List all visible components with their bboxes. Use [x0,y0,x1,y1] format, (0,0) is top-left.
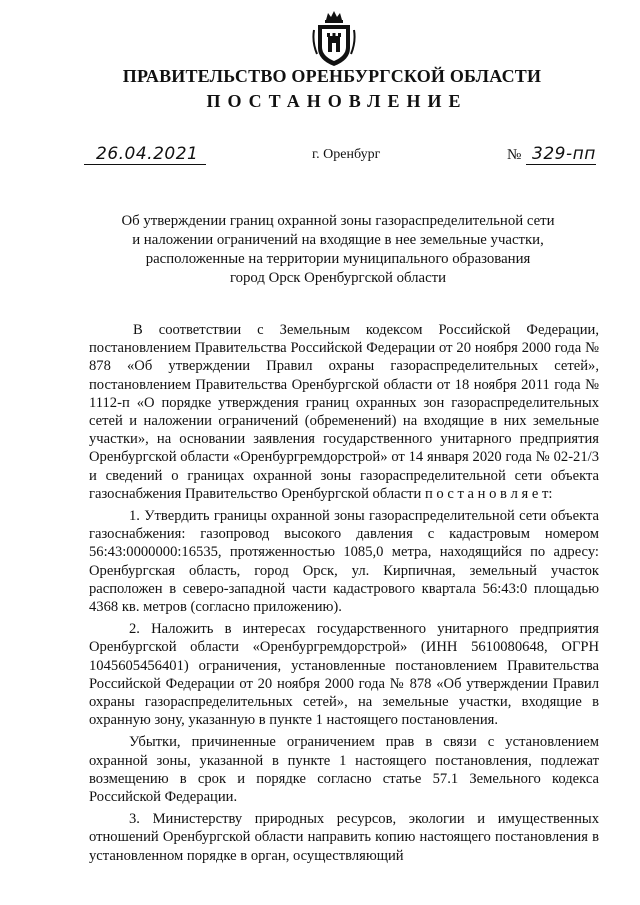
subject-line: расположенные на территории муниципального образования [145,251,531,267]
decree-subject [60,212,616,288]
document-type: ПОСТАНОВЛЕНИЕ [206,91,468,111]
body-paragraph-item-3: 3. Министерству природных ресурсов, экологии и имущественных отношений Оренбургской области направить копию настоящего постановления в установленном порядке в орган, осуществляющий [89,811,599,864]
body-paragraph-item-2: 2. Наложить в интересах государственного унитарного предприятия Оренбургской области «Оренбургремдорстрой» (ИНН 5610080648, ОГРН 1045605456401) ограничения, установленные постановлением Правительства Российской Федерации от 20 ноября 2000 года № 878 «Об утверждении Правил охраны газораспределительных сетей», на земельные участки, входящие в охранную зону, указанную в пункте 1 настоящего постановления. [89,621,599,729]
government-name: ПРАВИТЕЛЬСТВО ОРЕНБУРГСКОЙ ОБЛАСТИ [122,66,542,86]
decree-date: 26.04.2021 [84,144,206,165]
subject-line: и наложении ограничений на входящие в нее земельные участки, [132,232,544,248]
decree-number: 329-пп [526,144,596,165]
decree-body [89,321,599,869]
coat-of-arms-emblem [312,10,356,68]
body-paragraph-losses: Убытки, причиненные ограничением прав в связи с установлением охранной зоны, указанной в пункте 1 настоящего постановления, подлежат возмещению в срок и порядке согласно статье 57.1 Земельного кодекса Российской Федерации. [89,734,599,806]
body-paragraph-item-1: 1. Утвердить границы охранной зоны газораспределительной сети объекта газоснабжения: газопровод высокого давления с кадастровым номером 56:43:0000000:16535, протяженностью 1085,0 метра, находящийся по адресу: Оренбургская область, город Орск, ул. Кирпичная, земельный участок расположен в северо-западной части кадастрового квартала 56:43:0 площадью 4368 кв. метров (согласно приложению). [89,508,599,616]
number-sign: № [507,147,522,163]
subject-line: город Орск Оренбургской области [229,270,447,286]
body-paragraph-preamble: В соответствии с Земельным кодексом Российской Федерации, постановлением Правительства Российской Федерации от 20 ноября 2000 года № 878 «Об утверждении Правил охраны газораспределительных сетей», постановлением Правительства Оренбургской области от 18 ноября 2011 года № 1112-п «О порядке утверждения границ охранных зон газораспределительных сетей и наложении ограничений (обременений) на входящие в них земельные участки», на основании заявления государственного унитарного предприятия Оренбургской области «Оренбургремдорстрой» от 14 января 2020 года № 02-21/3 и сведений о границах охранной зоны газораспределительной сети объекта газоснабжения Правительство Оренбургской области п о с т а н о в л я е т: [89,322,599,502]
city-name: г. Оренбург [312,147,381,162]
subject-line: Об утверждении границ охранной зоны газораспределительной сети [121,213,555,229]
